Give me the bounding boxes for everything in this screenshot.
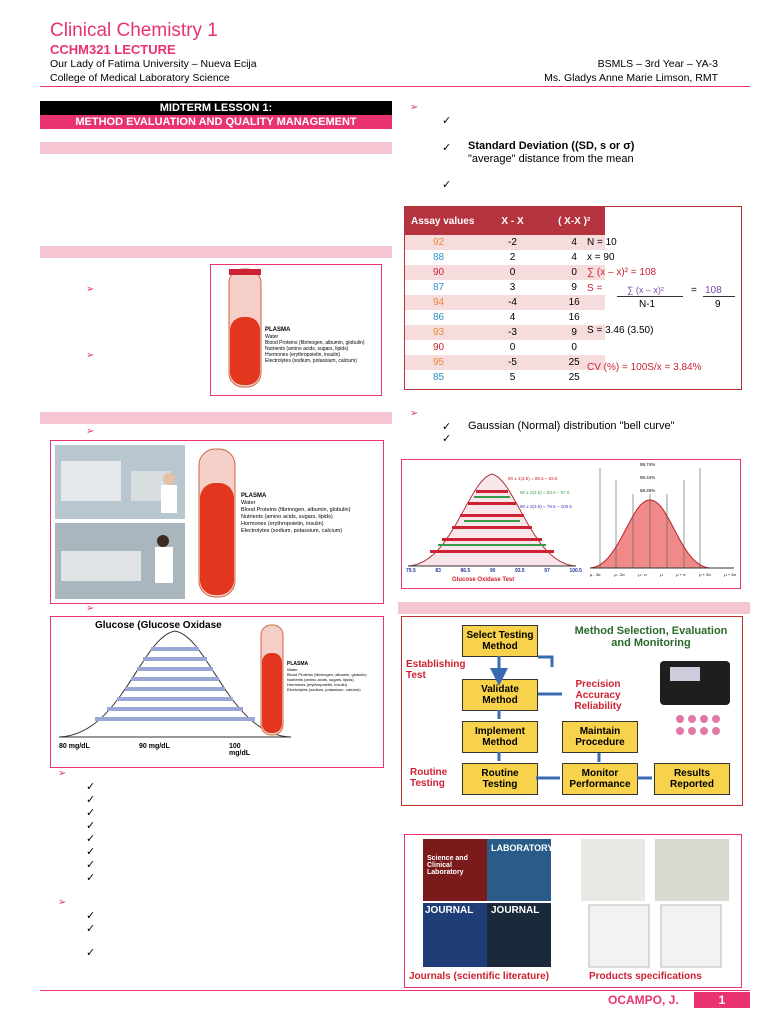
glucose-axis-label: 80 mg/dL <box>59 743 90 750</box>
plasma-label-2: PLASMA <box>241 493 267 499</box>
lesson-subtitle: METHOD EVALUATION AND QUALITY MANAGEMENT <box>40 115 392 129</box>
table-row: 94 -4 16 <box>405 295 605 310</box>
method-flowchart <box>401 616 743 806</box>
test-tube-icon <box>211 265 381 395</box>
section-bar <box>398 602 750 614</box>
journals-caption: Journals (scientific literature) <box>409 971 550 982</box>
bullet-arrow-icon: ➢ <box>58 768 67 779</box>
sqrt-numerator: 108 <box>705 285 722 296</box>
plasma-label-3: PLASMA <box>287 661 309 667</box>
bullet-arrow-icon: ➢ <box>86 426 95 437</box>
lesson-title: MIDTERM LESSON 1: <box>40 101 392 115</box>
plasma-list-3: Water Blood Proteins (fibrinogen, albumin, globulin) Nutrients (amino acids, sugars, lipids) Hormones (erythropoietin, insulin) Electrolytes (sodium, potassium, calcium) <box>287 667 367 692</box>
check-icon: ✓ <box>442 142 452 154</box>
check-icon: ✓ <box>86 910 96 922</box>
table-row: 93 -3 9 <box>405 325 605 340</box>
bell-range-3: 90 ± 3(3.5) = 79.5 – 100.5 <box>520 504 572 509</box>
equals-sign: = <box>691 285 697 296</box>
sum-squares: ∑ (x – x)² = 108 <box>587 267 657 278</box>
gaussian-text: Gaussian (Normal) distribution "bell curve" <box>468 420 675 432</box>
cv-result: CV (%) = 100S/x = 3.84% <box>587 362 702 373</box>
flow-establishing: Establishing Test <box>406 659 466 681</box>
journal-cover-4: JOURNAL <box>491 905 540 916</box>
glucose-title: Glucose (Glucose Oxidase <box>95 620 222 631</box>
table-header: X - X <box>501 215 524 227</box>
school-name: Our Lady of Fatima University – Nueva Ecija <box>50 58 257 70</box>
n-value: N = 10 <box>587 237 617 248</box>
check-icon: ✓ <box>86 923 96 935</box>
bullet-arrow-icon: ➢ <box>410 408 419 419</box>
flow-implement-box: Implement Method <box>462 721 538 753</box>
section-bar <box>40 246 392 258</box>
journal-cover-3: JOURNAL <box>425 905 474 916</box>
flow-routine-label: Routine Testing <box>410 767 448 789</box>
flow-monitor-box: Monitor Performance <box>562 763 638 795</box>
plasma-tube-image <box>210 264 382 396</box>
check-icon: ✓ <box>86 872 96 884</box>
bell-caption: Glucose Oxidase Test <box>452 577 515 583</box>
flow-maintain-box: Maintain Procedure <box>562 721 638 753</box>
assay-table <box>405 207 605 385</box>
sd-formula-denominator: N-1 <box>639 299 656 310</box>
header-divider <box>40 86 750 87</box>
table-row: 92 -2 4 <box>405 235 605 250</box>
bell-range-2: 90 ± 2(3.5) = 83.0 – 97.0 <box>520 490 570 495</box>
flow-precision: Precision Accuracy Reliability <box>574 679 622 712</box>
glucose-axis-label: 90 mg/dL <box>139 743 170 750</box>
table-header: ( X-X )² <box>558 215 591 227</box>
course-code: CCHM321 LECTURE <box>50 42 176 57</box>
check-icon: ✓ <box>86 807 96 819</box>
program-info: BSMLS – 3rd Year – YA-3 <box>597 58 718 70</box>
glucose-distribution-image <box>50 616 384 768</box>
section-bar <box>40 412 392 424</box>
check-icon: ✓ <box>442 433 452 445</box>
fraction-bar <box>703 296 735 297</box>
section-bar <box>40 142 392 154</box>
table-row: 90 0 0 <box>405 265 605 280</box>
plasma-list-2: Water Blood Proteins (fibrinogen, albumin, globulin) Nutrients (amino acids, sugars, lipids) Hormones (erythropoietin, insulin) Electrolytes (sodium, potassium, calcium) <box>241 500 351 534</box>
flow-routine-box: Routine Testing <box>462 763 538 795</box>
bullet-arrow-icon: ➢ <box>86 603 95 614</box>
pct-68: 68.26% <box>640 488 656 493</box>
journal-cover-1: Science and Clinical Laboratory <box>427 855 468 876</box>
sd-formula-label: S = <box>587 283 603 294</box>
glucose-bell-curve <box>51 617 383 767</box>
fraction-bar <box>617 296 683 297</box>
table-row: 90 0 0 <box>433 342 577 353</box>
flow-results-box: Results Reported <box>654 763 730 795</box>
normal-axis: μ - 3σ μ - 2σ μ - σ μ μ + σ μ + 2σ μ + 3σ <box>590 572 736 577</box>
flow-select-box: Select Testing Method <box>462 625 538 657</box>
college-name: College of Medical Laboratory Science <box>50 72 230 84</box>
table-row: 95 -5 25 <box>405 355 605 370</box>
assay-table-image <box>404 206 742 390</box>
pct-99: 99.74% <box>640 462 656 467</box>
check-icon: ✓ <box>86 833 96 845</box>
bell-curve-image <box>401 459 741 589</box>
pct-95: 95.44% <box>640 475 656 480</box>
bullet-arrow-icon: ➢ <box>86 284 95 295</box>
sd-formula-numerator: ∑ (x – x)² <box>627 285 664 295</box>
glucose-axis-label: 100 mg/dL <box>229 743 250 757</box>
document-title: Clinical Chemistry 1 <box>50 20 218 41</box>
bell-axis: 79.5 83 86.5 90 93.5 97 100.5 <box>406 568 582 574</box>
mean-value: x = 90 <box>587 252 615 263</box>
check-icon: ✓ <box>442 421 452 433</box>
bullet-arrow-icon: ➢ <box>86 350 95 361</box>
table-header: Assay values <box>411 215 475 227</box>
sd-term: Standard Deviation ((SD, s or σ) <box>468 140 635 152</box>
journal-cover-2: LABORATORY <box>491 843 554 853</box>
check-icon: ✓ <box>86 846 96 858</box>
plasma-list: Water Blood Proteins (fibrinogen, albumin, globulin) Nutrients (amino acids, sugars, lipids) Hormones (erythropoietin, insulin) Electrolytes (sodium, potassium, calcium) <box>265 334 365 364</box>
check-icon: ✓ <box>86 947 96 959</box>
footer-divider <box>40 990 750 991</box>
sd-result: S = 3.46 (3.50) <box>587 325 654 336</box>
table-row: 87 3 9 <box>433 282 577 293</box>
products-caption: Products specifications <box>589 971 702 982</box>
instructor-name: Ms. Gladys Anne Marie Limson, RMT <box>544 72 718 84</box>
check-icon: ✓ <box>442 179 452 191</box>
flow-validate-box: Validate Method <box>462 679 538 711</box>
check-icon: ✓ <box>86 781 96 793</box>
page-number: 1 <box>694 992 750 1008</box>
sd-definition: "average" distance from the mean <box>468 153 634 165</box>
bullet-arrow-icon: ➢ <box>58 897 67 908</box>
lab-equipment-image <box>50 440 384 604</box>
table-row: 85 5 25 <box>433 372 580 383</box>
check-icon: ✓ <box>86 794 96 806</box>
bell-range-1: 90 ± 1(3.5) = 86.5 – 93.5 <box>508 476 558 481</box>
plasma-label: PLASMA <box>265 327 291 333</box>
sqrt-denominator: 9 <box>715 299 721 310</box>
table-row: 86 4 16 <box>433 312 580 323</box>
check-icon: ✓ <box>86 820 96 832</box>
bullet-arrow-icon: ➢ <box>410 102 419 113</box>
footer-author: OCAMPO, J. <box>608 993 679 1007</box>
journals-products-image <box>404 834 742 988</box>
check-icon: ✓ <box>86 859 96 871</box>
flow-arrows <box>402 617 742 805</box>
check-icon: ✓ <box>442 115 452 127</box>
table-row: 88 2 4 <box>433 252 577 263</box>
flowchart-title: Method Selection, Evaluation and Monitoring <box>574 625 728 649</box>
